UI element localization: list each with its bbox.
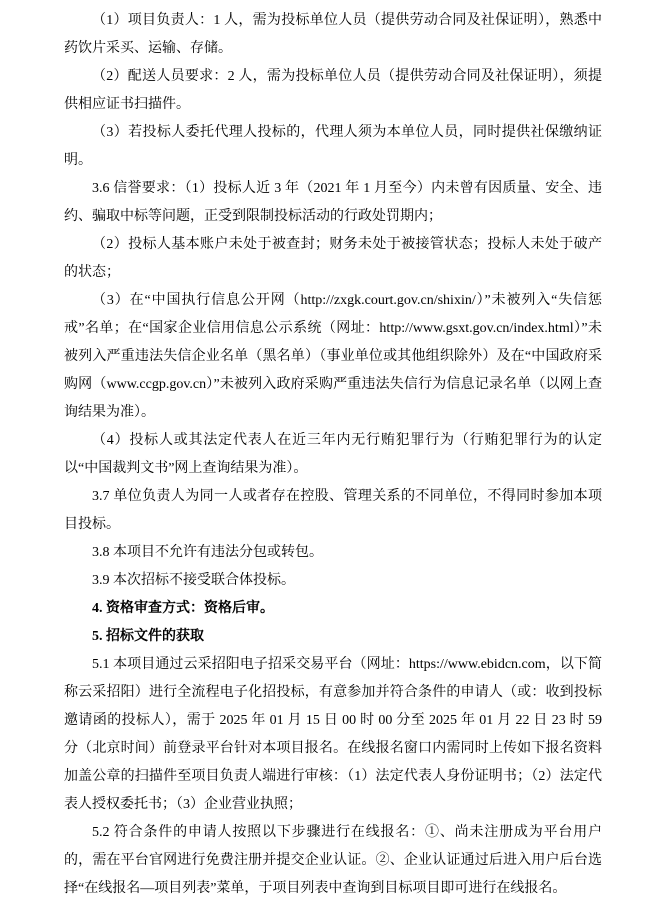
paragraph: 4. 资格审查方式：资格后审。 [92,601,274,616]
paragraph: （1）项目负责人：1 人，需为投标单位人员（提供劳动合同及社保证明），熟悉中药饮片采买、运输、存储。 [64,13,602,56]
document-body [64,7,602,903]
paragraph: （2）配送人员要求：2 人，需为投标单位人员（提供劳动合同及社保证明），须提供相应证书扫描件。 [64,69,602,112]
paragraph: （3）若投标人委托代理人投标的，代理人须为本单位人员，同时提供社保缴纳证明。 [64,125,602,168]
paragraph: （4）投标人或其法定代表人在近三年内无行贿犯罪行为（行贿犯罪行为的认定以“中国裁判文书”网上查询结果为准）。 [64,433,602,476]
paragraph: （2）投标人基本账户未处于被查封；财务未处于被接管状态；投标人未处于破产的状态； [64,237,602,280]
paragraph: 5.2 符合条件的申请人按照以下步骤进行在线报名：①、尚未注册成为平台用户的，需在平台官网进行免费注册并提交企业认证。②、企业认证通过后进入用户后台选择“在线报名—项目列表”菜单，于项目列表中查询到目标项目即可进行在线报名。 [64,825,602,896]
paragraph: 5.1 本项目通过云采招阳电子招采交易平台（网址：https://www.ebidcn.com，以下简称云采招阳）进行全流程电子化招投标，有意参加并符合条件的申请人（或：收到投标邀请函的投标人），需于 2025 年 01 月 15 日 00 时 00 分至 2025 年 01 月 22 日 23 时 59 分（北京时间）前登录平台针对本项目报名。在线报名窗口内需同时上传如下报名资料加盖公章的扫描件至项目负责人端进行审核：（1）法定代表人身份证明书；（2）法定代表人授权委托书；（3）企业营业执照； [64,657,602,812]
paragraph: 3.7 单位负责人为同一人或者存在控股、管理关系的不同单位，不得同时参加本项目投标。 [64,489,602,532]
paragraph: 5. 招标文件的获取 [92,629,204,644]
paragraph: 3.8 本项目不允许有违法分包或转包。 [92,545,323,560]
paragraph: （3）在“中国执行信息公开网（http://zxgk.court.gov.cn/shixin/）”未被列入“失信惩戒”名单；在“国家企业信用信息公示系统（网址：http://www.gsxt.gov.cn/index.html）”未被列入严重违法失信企业名单（黑名单）（事业单位或其他组织除外）及在“中国政府采购网（www.ccgp.gov.cn）”未被列入政府采购严重违法失信行为信息记录名单（以网上查询结果为准）。 [64,293,602,420]
paragraph: 3.9 本次招标不接受联合体投标。 [92,573,295,588]
paragraph: 3.6 信誉要求：（1）投标人近 3 年（2021 年 1 月至今）内未曾有因质量、安全、违约、骗取中标等问题，正受到限制投标活动的行政处罚期内； [64,181,602,224]
